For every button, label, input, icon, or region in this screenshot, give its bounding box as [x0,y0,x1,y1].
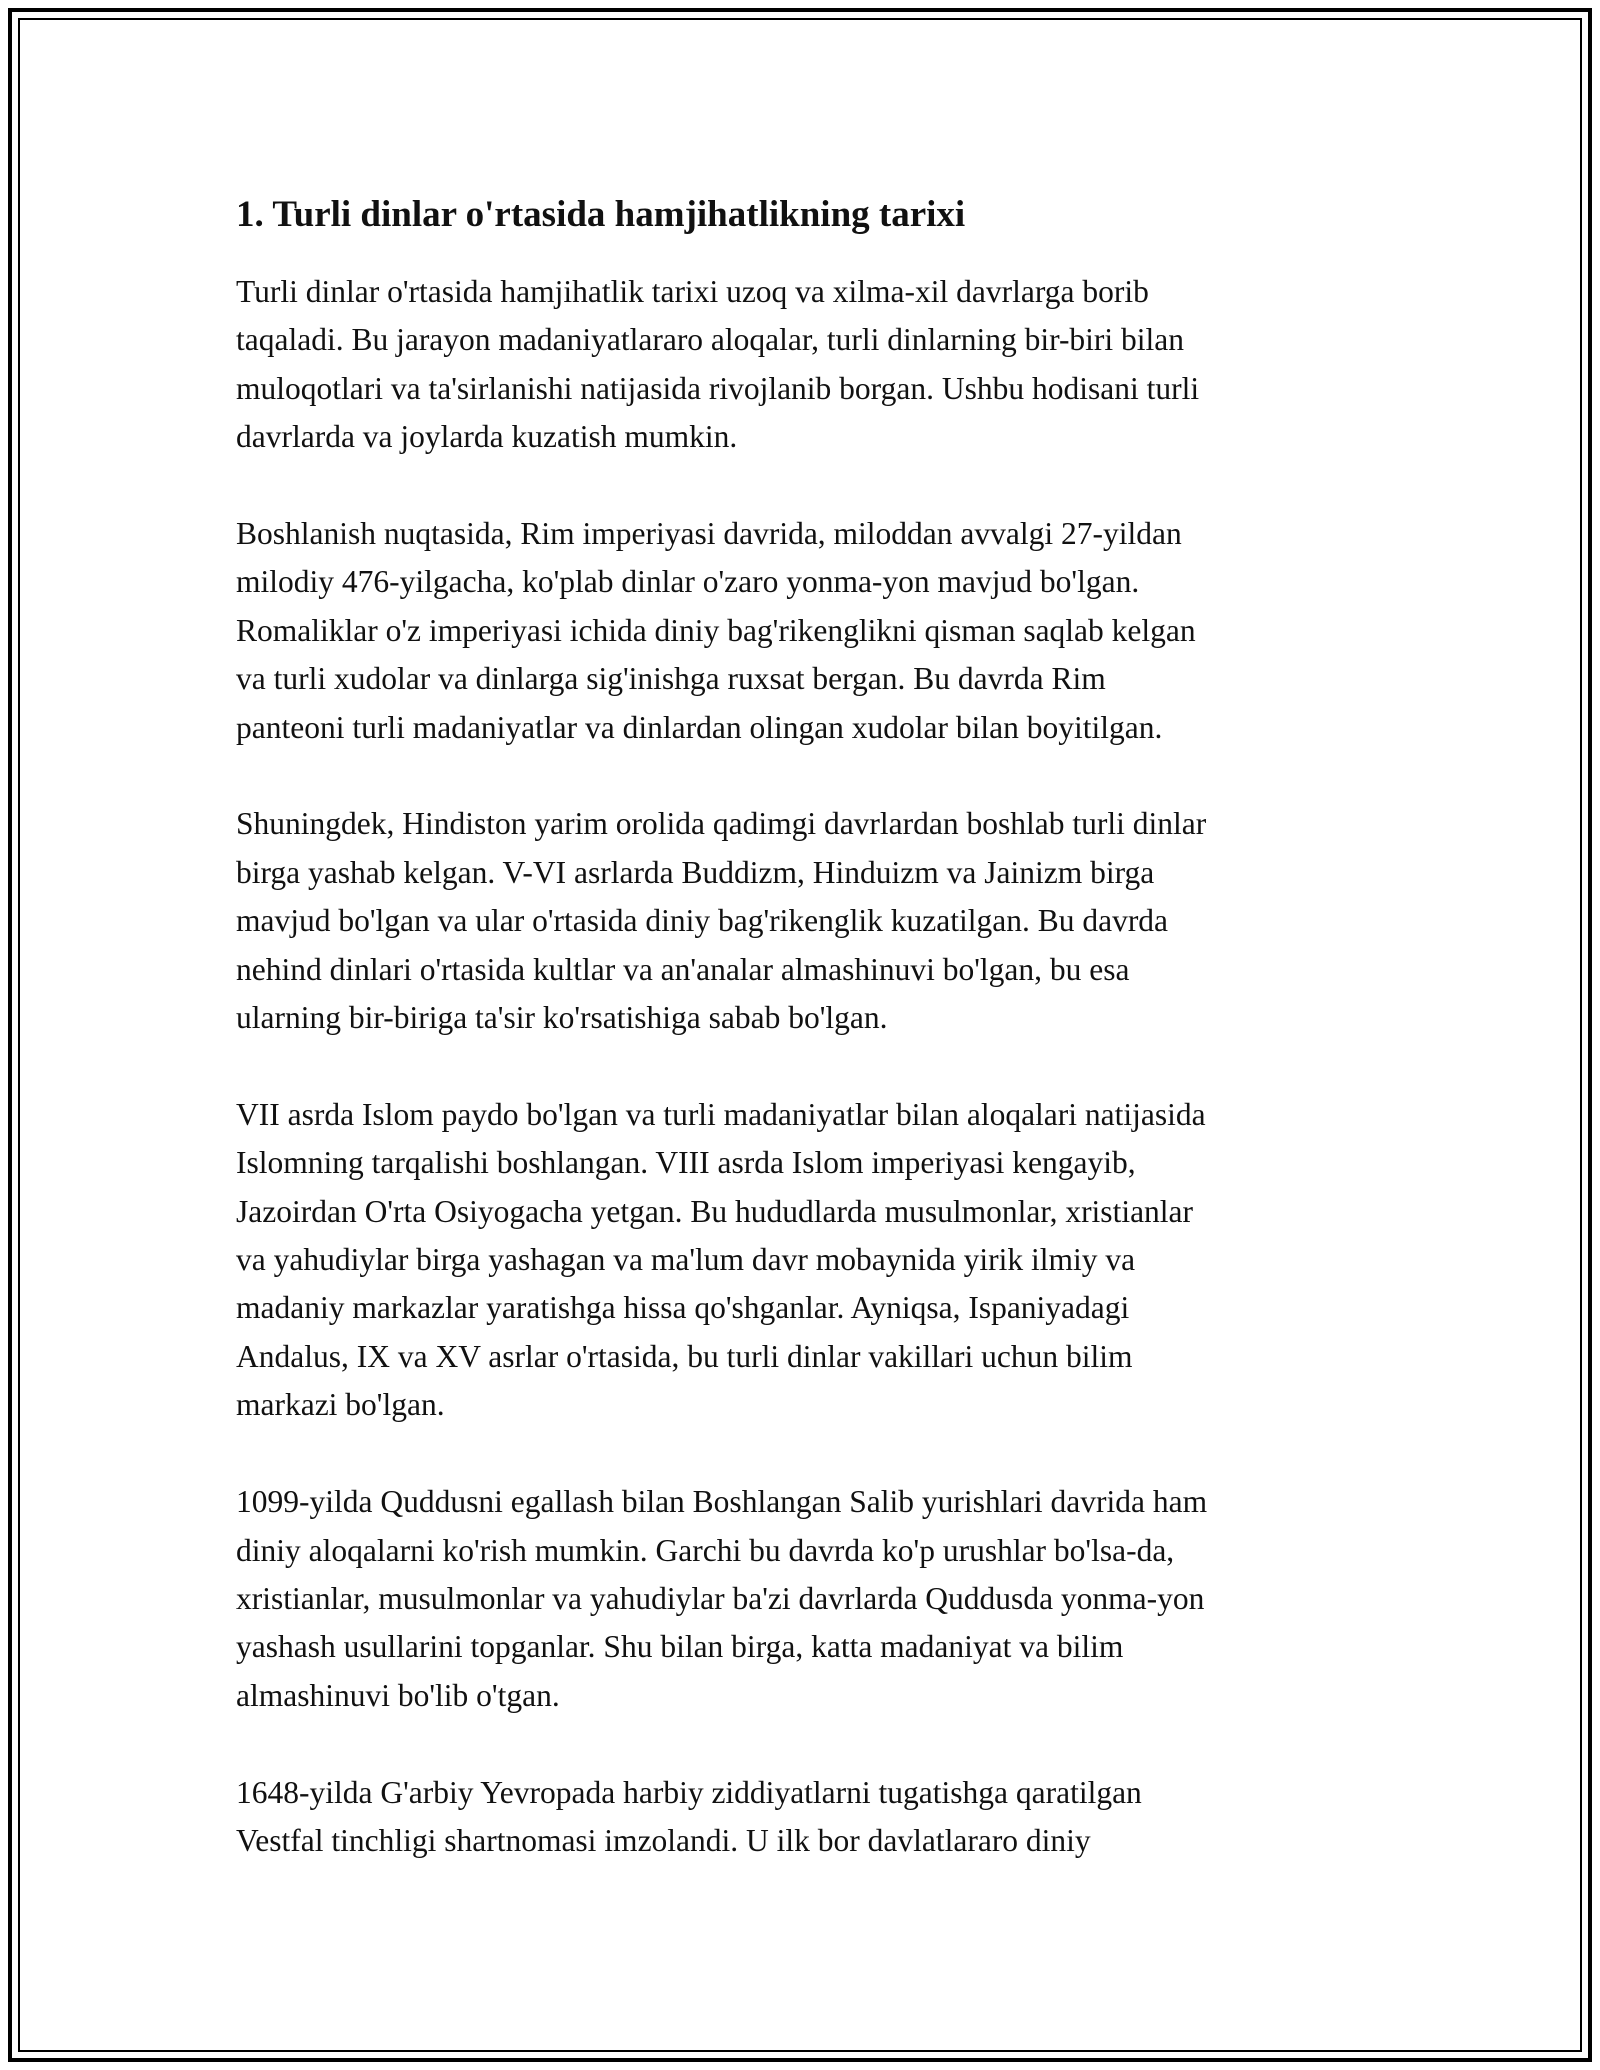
text-line: madaniy markazlar yaratishga hissa qo'shganlar. Ayniqsa, Ispaniyadagi [236,1290,1130,1326]
text-line: Boshlanish nuqtasida, Rim imperiyasi davrida, miloddan avvalgi 27-yildan [236,516,1182,552]
text-line: Islomning tarqalishi boshlangan. VIII asrda Islom imperiyasi kengayib, [236,1145,1136,1181]
text-line: Andalus, IX va XV asrlar o'rtasida, bu turli dinlar vakillari uchun bilim [236,1338,1133,1374]
paragraphs-container [236,268,1386,1865]
text-line: muloqotlari va ta'sirlanishi natijasida rivojlanib borgan. Ushbu hodisani turli [236,370,1200,406]
text-line: davrlarda va joylarda kuzatish mumkin. [236,419,738,455]
text-line: birga yashab kelgan. V-VI asrlarda Buddizm, Hinduizm va Jainizm birga [236,854,1155,890]
text-line: markazi bo'lgan. [236,1387,445,1423]
text-line: yashash usullarini topganlar. Shu bilan birga, katta madaniyat va bilim [236,1629,1124,1665]
document-body [236,188,1386,1914]
text-line: Shuningdek, Hindiston yarim orolida qadimgi davrlardan boshlab turli dinlar [236,806,1207,842]
paragraph-3 [236,800,1386,1042]
text-line: Turli dinlar o'rtasida hamjihatlik tarixi uzoq va xilma-xil davrlarga borib [236,274,1149,309]
text-line: milodiy 476-yilgacha, ko'plab dinlar o'zaro yonma-yon mavjud bo'lgan. [236,564,1140,600]
text-line: 1648-yilda G'arbiy Yevropada harbiy ziddiyatlarni tugatishga qaratilgan [236,1774,1142,1810]
text-line: ularning bir-biriga ta'sir ko'rsatishiga sabab bo'lgan. [236,1000,888,1036]
text-line: Jazoirdan O'rta Osiyogacha yetgan. Bu hududlarda musulmonlar, xristianlar [236,1193,1194,1229]
text-line: xristianlar, musulmonlar va yahudiylar ba'zi davrlarda Quddusda yonma-yon [236,1580,1205,1616]
text-line: nehind dinlari o'rtasida kultlar va an'analar almashinuvi bo'lgan, bu esa [236,951,1130,987]
paragraph-4 [236,1091,1386,1430]
section-heading: 1. Turli dinlar o'rtasida hamjihatlikning tarixi [236,194,966,235]
paragraph-6 [236,1769,1386,1866]
text-line: va yahudiylar birga yashagan va ma'lum davr mobaynida yirik ilmiy va [236,1242,1136,1278]
paragraph-1 [236,268,1386,462]
text-line: 1099-yilda Quddusni egallash bilan Boshlangan Salib yurishlari davrida ham [236,1484,1208,1520]
text-line: va turli xudolar va dinlarga sig'inishga ruxsat bergan. Bu davrda Rim [236,661,1106,697]
text-line: Romaliklar o'z imperiyasi ichida diniy bag'rikenglikni qisman saqlab kelgan [236,612,1196,648]
text-line: diniy aloqalarni ko'rish mumkin. Garchi bu davrda ko'p urushlar bo'lsa-da, [236,1532,1175,1568]
paragraph-2 [236,510,1386,752]
text-line: almashinuvi bo'lib o'tgan. [236,1677,560,1713]
paragraph-5 [236,1478,1386,1720]
text-line: Vestfal tinchligi shartnomasi imzolandi. U ilk bor davlatlararo diniy [236,1822,1091,1858]
text-line: taqaladi. Bu jarayon madaniyatlararo aloqalar, turli dinlarning bir-biri bilan [236,322,1185,358]
text-line: mavjud bo'lgan va ular o'rtasida diniy bag'rikenglik kuzatilgan. Bu davrda [236,903,1169,939]
text-line: panteoni turli madaniyatlar va dinlardan olingan xudolar bilan boyitilgan. [236,709,1163,745]
text-line: VII asrda Islom paydo bo'lgan va turli madaniyatlar bilan aloqalari natijasida [236,1096,1206,1132]
